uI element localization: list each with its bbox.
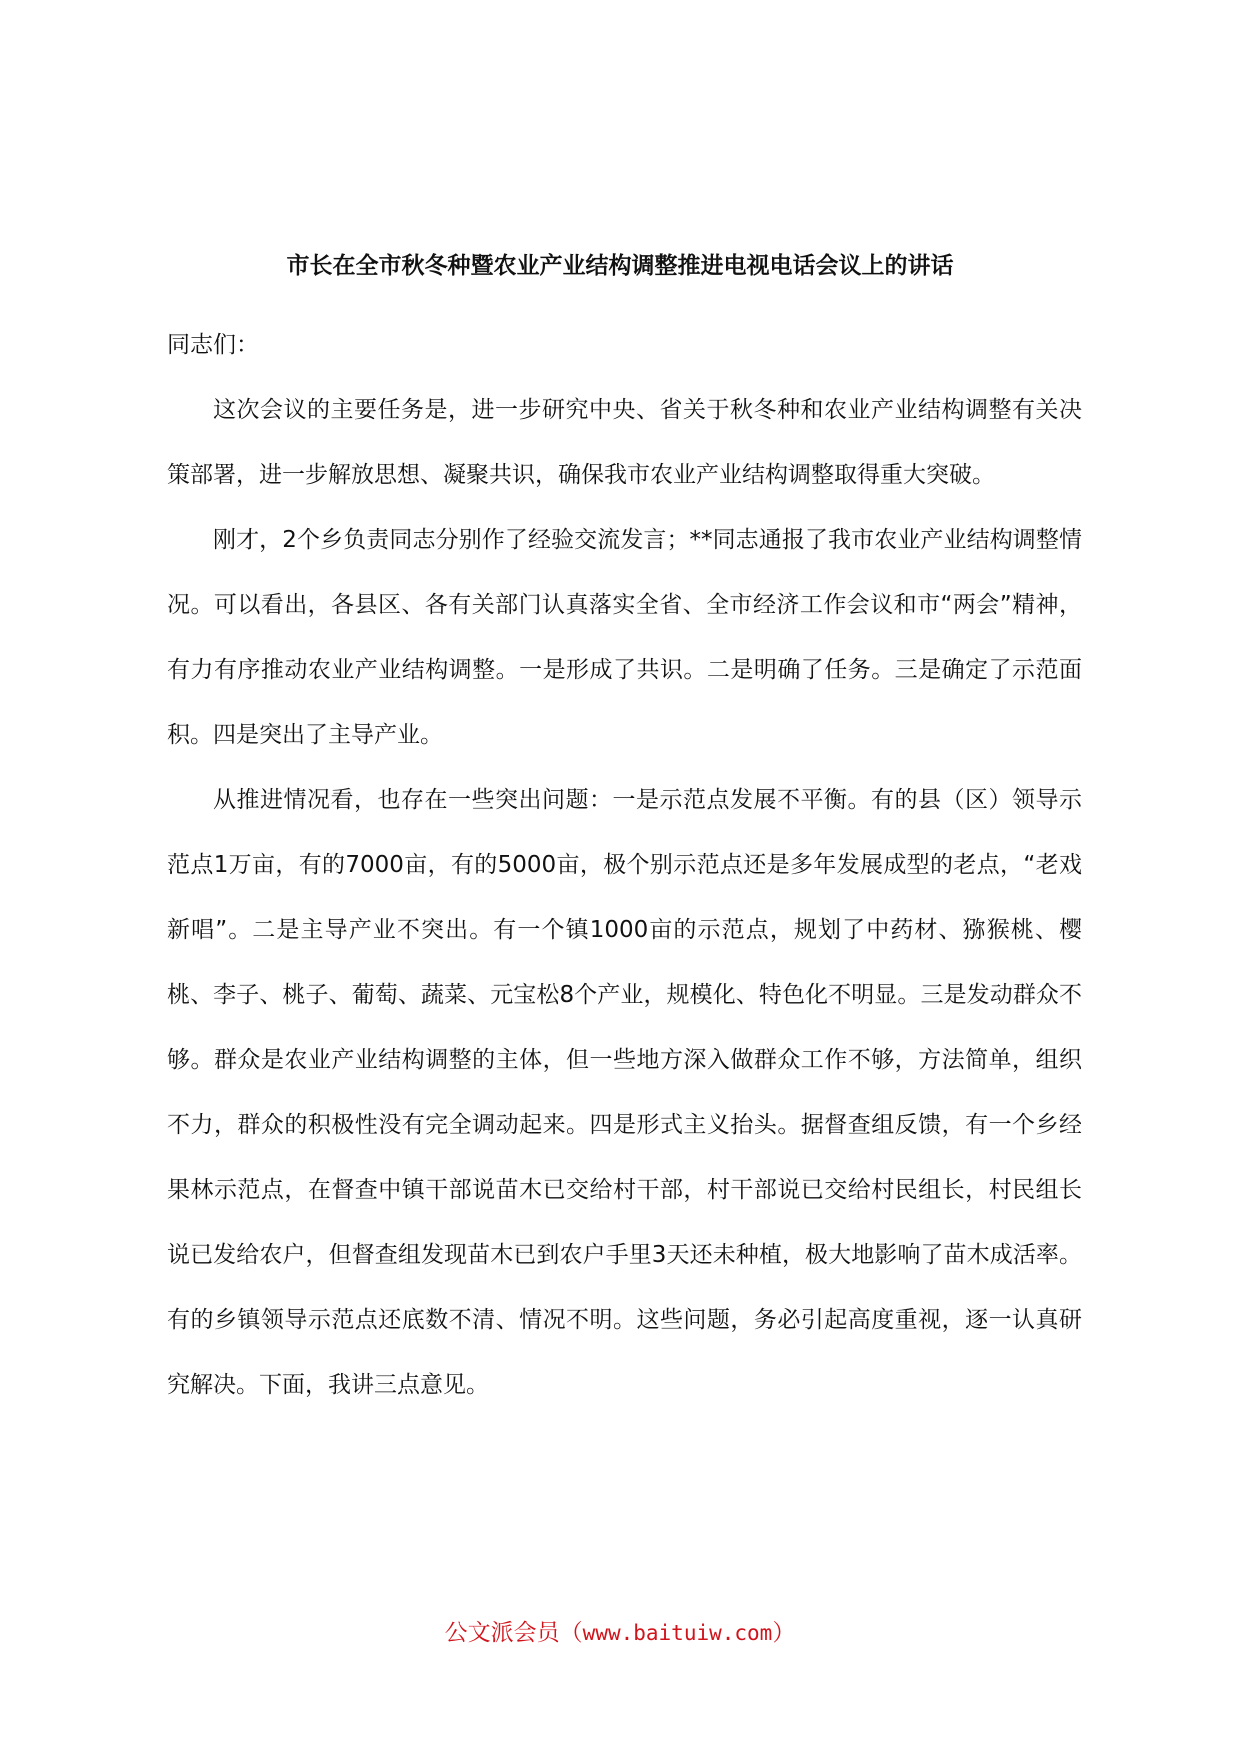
- footer-prefix: 公文派会员（: [444, 1620, 583, 1646]
- footer-url[interactable]: www.baituiw.com: [582, 1621, 773, 1645]
- paragraph-3: 从推进情况看，也存在一些突出问题：一是示范点发展不平衡。有的县（区）领导示范点1万亩，有的7000亩，有的5000亩，极个别示范点还是多年发展成型的老点，“老戏新唱”。二是主导产业不突出。有一个镇1000亩的示范点，规划了中药材、猕猴桃、樱桃、李子、桃子、葡萄、蔬菜、元宝松8个产业，规模化、特色化不明显。三是发动群众不够。群众是农业产业结构调整的主体，但一些地方深入做群众工作不够，方法简单，组织不力，群众的积极性没有完全调动起来。四是形式主义抬头。据督查组反馈，有一个乡经果林示范点，在督查中镇干部说苗木已交给村干部，村干部说已交给村民组长，村民组长说已发给农户，但督查组发现苗木已到农户手里3天还未种植，极大地影响了苗木成活率。有的乡镇领导示范点还底数不清、情况不明。这些问题，务必引起高度重视，逐一认真研究解决。下面，我讲三点意见。: [167, 787, 1082, 1398]
- paragraph-2: 刚才，2个乡负责同志分别作了经验交流发言；**同志通报了我市农业产业结构调整情况。可以看出，各县区、各有关部门认真落实全省、全市经济工作会议和市“两会”精神，有力有序推动农业产业结构调整。一是形成了共识。二是明确了任务。三是确定了示范面积。四是突出了主导产业。: [167, 527, 1082, 748]
- document-body: [167, 313, 1082, 1418]
- footer-watermark: [0, 1615, 1240, 1651]
- salutation: 同志们：: [167, 332, 259, 358]
- footer-suffix: ）: [772, 1620, 796, 1646]
- document-title: 市长在全市秋冬种暨农业产业结构调整推进电视电话会议上的讲话: [286, 253, 954, 279]
- paragraph-1: 这次会议的主要任务是，进一步研究中央、省关于秋冬种和农业产业结构调整有关决策部署，进一步解放思想、凝聚共识，确保我市农业产业结构调整取得重大突破。: [167, 397, 1082, 488]
